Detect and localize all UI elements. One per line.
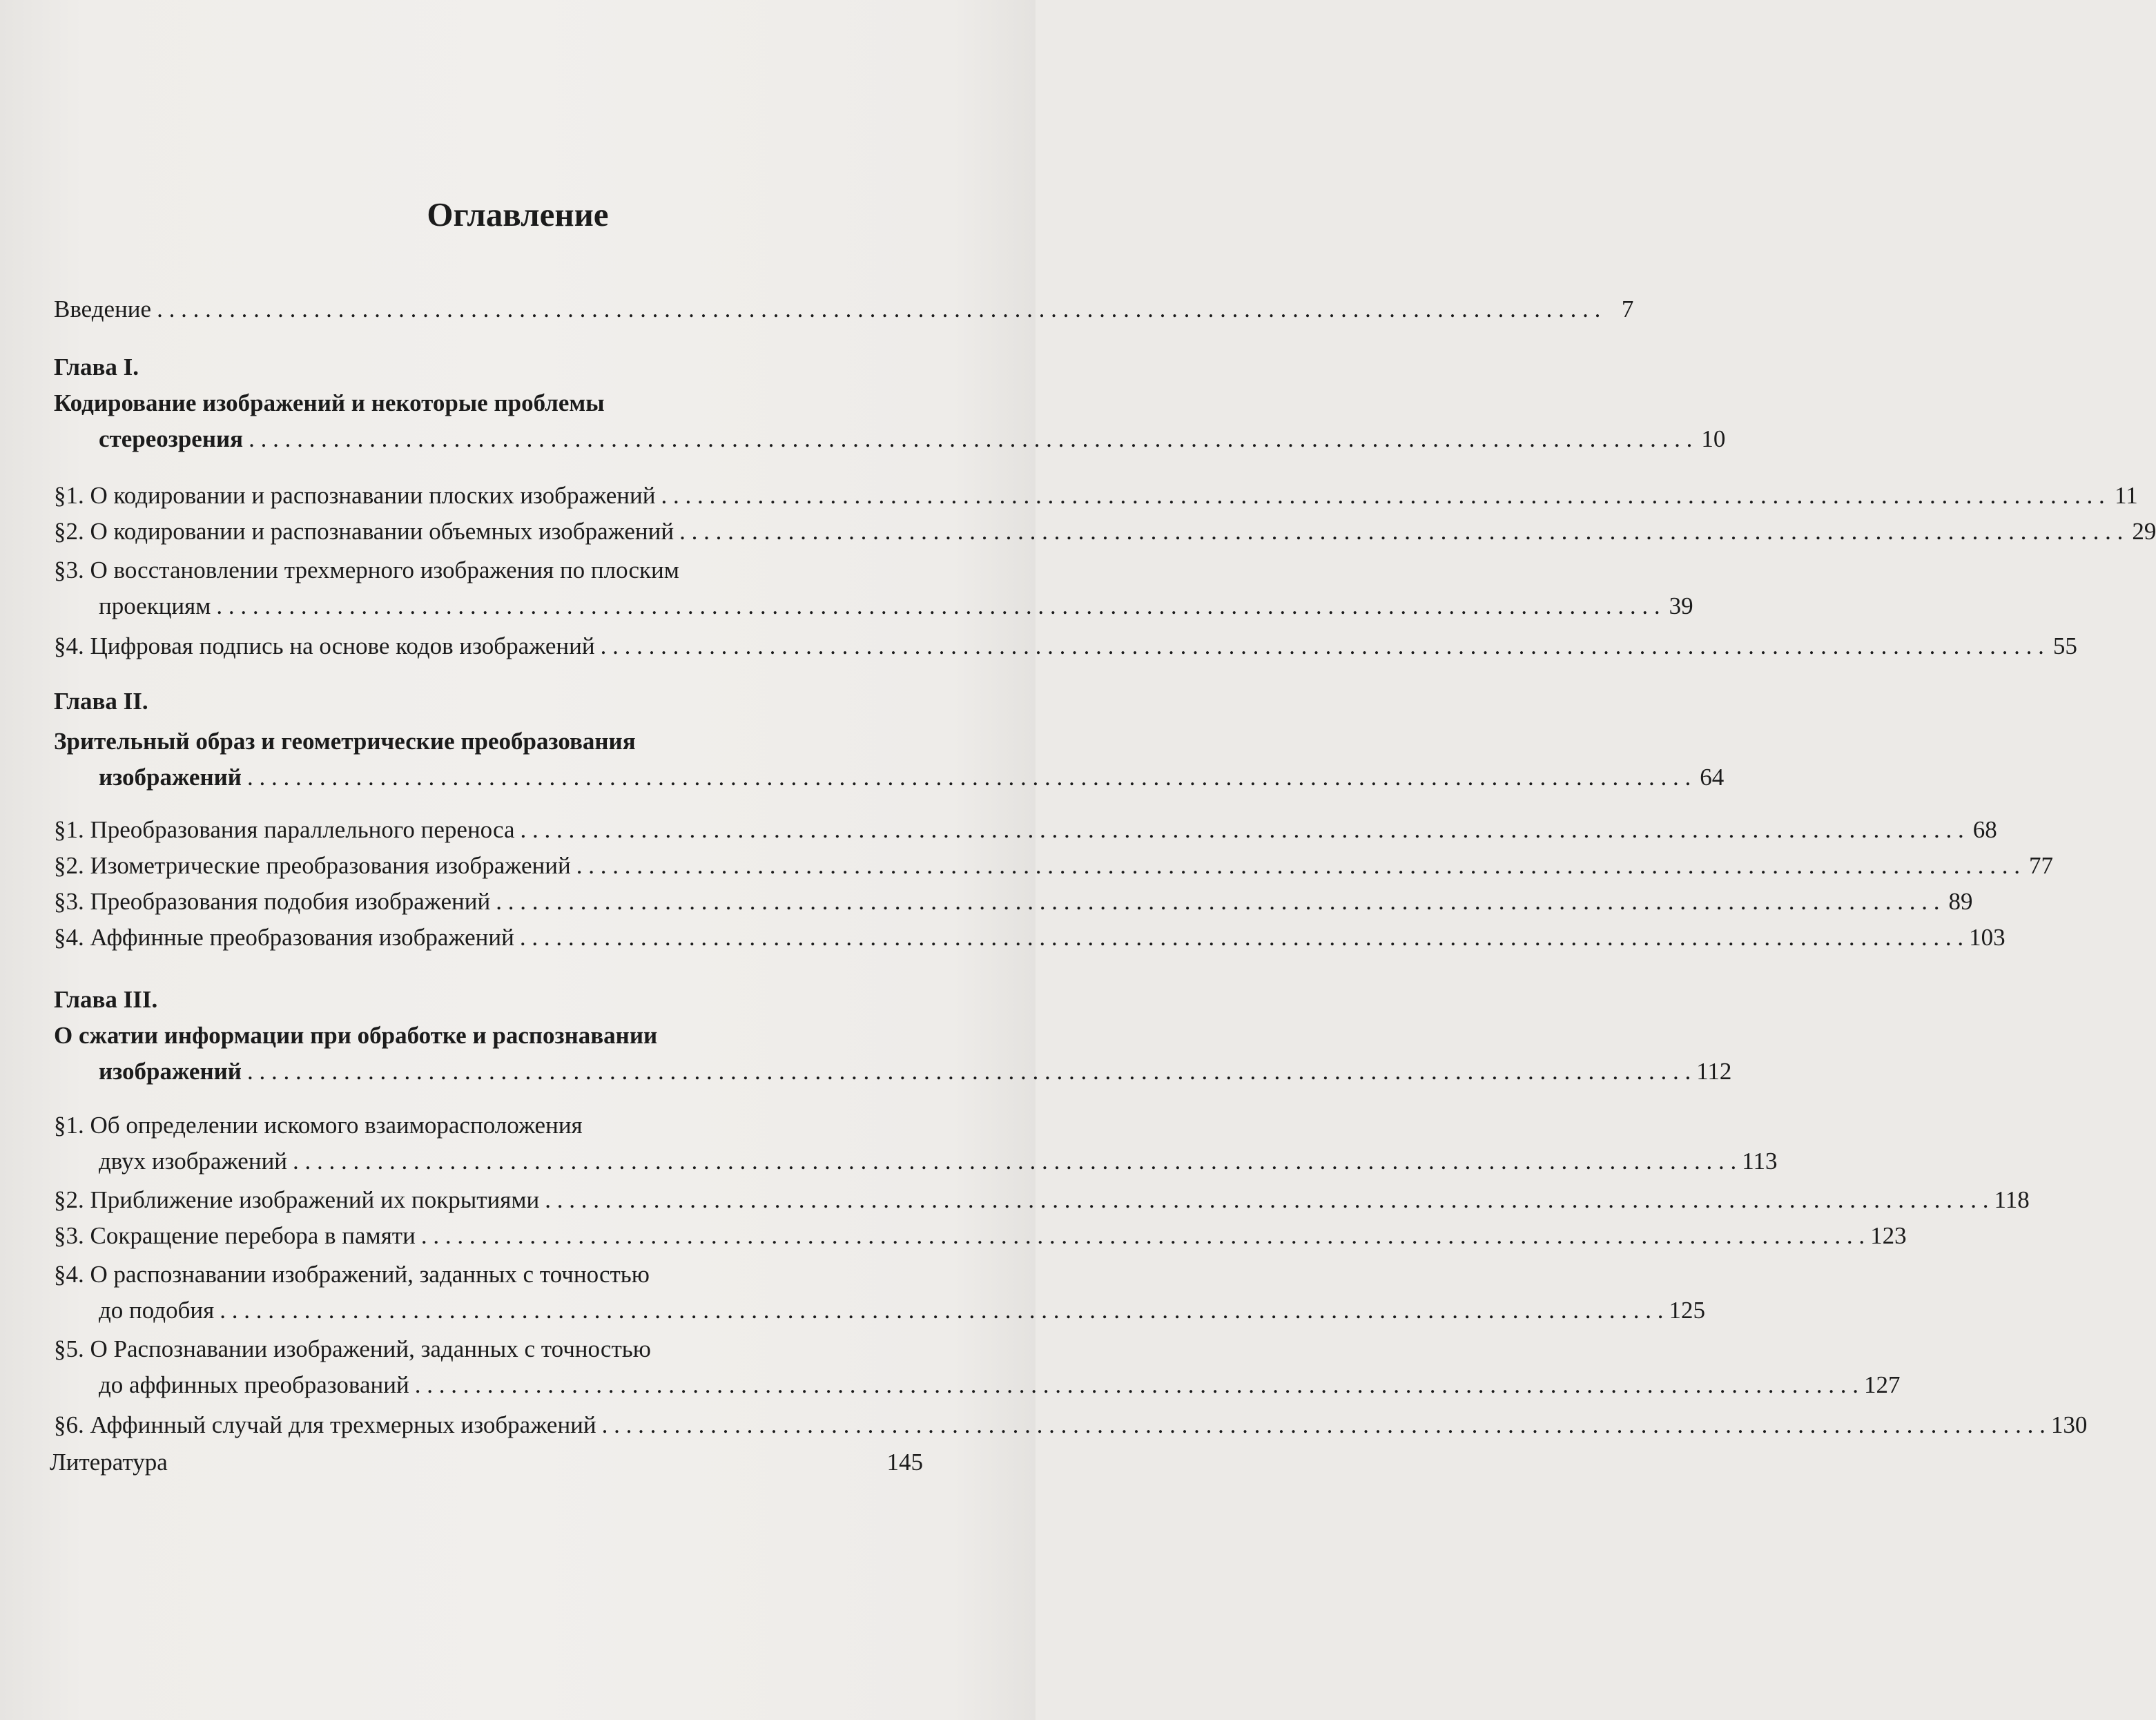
section-title: §6. Аффинный случай для трехмерных изображений <box>54 1411 596 1438</box>
toc-entry-ch3-s5[interactable] <box>99 1367 1901 1403</box>
leader-dots: . . . . . . . . . . . . . . . . . . . . . . . . . . . . . . . . . . . . . . . . . . . . . . . . . . . . . . . . . . . . . . . . . . . . . . . . . . . . . . . . . . . . . . . . . . . . . . . . . . . . . . . . . . . . . . . . . . . . . . . . <box>157 296 1601 322</box>
page-number: 64 <box>1700 764 1725 791</box>
chapter-3-title-cont: изображений <box>99 1058 242 1085</box>
section-title: §1. Преобразования параллельного переноса <box>54 816 515 843</box>
toc-entry-ch1-s4[interactable] <box>54 628 2077 664</box>
toc-entry-chapter-1[interactable] <box>99 421 1726 457</box>
leader-dots: . . . . . . . . . . . . . . . . . . . . . . . . . . . . . . . . . . . . . . . . . . . . . . . . . . . . . . . . . . . . . . . . . . . . . . . . . . . . . . . . . . . . . . . . . . . . . . . . . . . . . . . . . . . . . . . . . . . . . . . . <box>519 924 1964 951</box>
page-number: 11 <box>2115 482 2138 509</box>
section-title: §3. О восстановлении трехмерного изображения по плоским <box>54 557 679 583</box>
toc-entry-ch3-s1[interactable] <box>99 1143 1778 1179</box>
section-title: §3. Сокращение перебора в памяти <box>54 1222 416 1249</box>
toc-entry-ch1-s3[interactable] <box>99 588 1693 624</box>
page-number: 29 <box>2132 518 2156 545</box>
leader-dots: . . . . . . . . . . . . . . . . . . . . . . . . . . . . . . . . . . . . . . . . . . . . . . . . . . . . . . . . . . . . . . . . . . . . . . . . . . . . . . . . . . . . . . . . . . . . . . . . . . . . . . . . . . . . . . . . . . . . . . . . <box>545 1186 1989 1213</box>
page-number: 77 <box>2028 852 2053 879</box>
toc-entry-ch2-s3[interactable] <box>54 884 1973 920</box>
leader-dots: . . . . . . . . . . . . . . . . . . . . . . . . . . . . . . . . . . . . . . . . . . . . . . . . . . . . . . . . . . . . . . . . . . . . . . . . . . . . . . . . . . . . . . . . . . . . . . . . . . . . . . . . . . . . . . . . . . . . . . . . <box>293 1148 1737 1175</box>
toc-entry-chapter-3[interactable] <box>99 1054 1732 1090</box>
page-number: 113 <box>1742 1148 1778 1175</box>
page-number: 130 <box>2050 1411 2088 1438</box>
leader-dots: . . . . . . . . . . . . . . . . . . . . . . . . . . . . . . . . . . . . . . . . . . . . . . . . . . . . . . . . . . . . . . . . . . . . . . . . . . . . . . . . . . . . . . . . . . . . . . . . . . . . . . . . . . . . . . . . . . . . . . . . <box>661 482 2105 509</box>
toc-entry-ch2-s4[interactable] <box>54 920 2006 956</box>
leader-dots: . . . . . . . . . . . . . . . . . . . . . . . . . . . . . . . . . . . . . . . . . . . . . . . . . . . . . . . . . . . . . . . . . . . . . . . . . . . . . . . . . . . . . . . . . . . . . . . . . . . . . . . . . . . . . . . . . . . . . . . . <box>420 1222 1865 1249</box>
section-title-cont: до подобия <box>99 1297 215 1324</box>
toc-entry-ch3-s4[interactable] <box>99 1293 1705 1328</box>
leader-dots: . . . . . . . . . . . . . . . . . . . . . . . . . . . . . . . . . . . . . . . . . . . . . . . . . . . . . . . . . . . . . . . . . . . . . . . . . . . . . . . . . . . . . . . . . . . . . . . . . . . . . . . . . . . . . . . . . . . . . . . . <box>601 1411 2046 1438</box>
toc-entry-ch1-s1[interactable] <box>54 478 2138 514</box>
chapter-2-label: Глава II. <box>54 688 148 715</box>
page-number: 39 <box>1669 592 1693 619</box>
leader-dots: . . . . . . . . . . . . . . . . . . . . . . . . . . . . . . . . . . . . . . . . . . . . . . . . . . . . . . . . . . . . . . . . . . . . . . . . . . . . . . . . . . . . . . . . . . . . . . . . . . . . . . . . . . . . . . . . . . . . . . . . <box>249 425 1693 452</box>
toc-entry-ch2-s2[interactable] <box>54 848 2053 884</box>
page-number: 125 <box>1669 1297 1705 1324</box>
leader-dots: . . . . . . . . . . . . . . . . . . . . . . . . . . . . . . . . . . . . . . . . . . . . . . . . . . . . . . . . . . . . . . . . . . . . . . . . . . . . . . . . . . . . . . . . . . . . . . . . . . . . . . . . . . . . . . . . . . . . . . . . <box>679 518 2124 545</box>
page-number: 127 <box>1863 1371 1901 1398</box>
page-number: 118 <box>1994 1186 2030 1213</box>
section-title-cont: проекциям <box>99 592 211 619</box>
page-number: 103 <box>1969 924 2006 951</box>
toc-entry-intro[interactable] <box>54 291 1634 327</box>
chapter-2-title-cont: изображений <box>99 764 242 791</box>
toc-entry-references[interactable] <box>50 1444 923 1480</box>
section-title: §2. Приближение изображений их покрытиями <box>54 1186 540 1213</box>
page-title: Оглавление <box>427 195 609 233</box>
leader-dots: . . . . . . . . . . . . . . . . . . . . . . . . . . . . . . . . . . . . . . . . . . . . . . . . . . . . . . . . . . . . . . . . . . . . . . . . . . . . . . . . . . . . . . . . . . . . . . . . . . . . . . . . . . . . . . . . . . . . . . . . <box>576 852 2020 879</box>
section-title: §1. О кодировании и распознавании плоских изображений <box>54 482 656 509</box>
leader-dots: . . . . . . . . . . . . . . . . . . . . . . . . . . . . . . . . . . . . . . . . . . . . . . . . . . . . . . . . . . . . . . . . . . . . . . . . . . . . . . . . . . . . . . . . . . . . . . . . . . . . . . . . . . . . . . . . . . . . . . . . <box>520 816 1964 843</box>
leader-dots: . . . . . . . . . . . . . . . . . . . . . . . . . . . . . . . . . . . . . . . . . . . . . . . . . . . . . . . . . . . . . . . . . . . . . . . . . . . . . . . . . . . . . . . . . . . . . . . . . . . . . . . . . . . . . . . . . . . . . . . . <box>414 1371 1858 1398</box>
toc-entry-ch3-s6[interactable] <box>54 1407 2088 1443</box>
leader-dots: . . . . . . . . . . . . . . . . . . . . . . . . . . . . . . . . . . . . . . . . . . . . . . . . . . . . . . . . . . . . . . . . . . . . . . . . . . . . . . . . . . . . . . . . . . . . . . . . . . . . . . . . . . . . . . . . . . . . . . . . <box>496 888 1940 915</box>
leader-dots: . . . . . . . . . . . . . . . . . . . . . . . . . . . . . . . . . . . . . . . . . . . . . . . . . . . . . . . . . . . . . . . . . . . . . . . . . . . . . . . . . . . . . . . . . . . . . . . . . . . . . . . . . . . . . . . . . . . . . . . . <box>600 632 2044 659</box>
section-title: §1. Об определении искомого взаиморасположения <box>54 1112 583 1139</box>
page-number: 123 <box>1870 1222 1907 1249</box>
page-number: 112 <box>1696 1058 1732 1085</box>
section-title: §4. Аффинные преобразования изображений <box>54 924 514 951</box>
page-number: 7 <box>1621 296 1634 322</box>
toc-entry-label: Введение <box>54 296 152 322</box>
toc-entry-ch2-s1[interactable] <box>54 812 1997 848</box>
leader-dots: . . . . . . . . . . . . . . . . . . . . . . . . . . . . . . . . . . . . . . . . . . . . . . . . . . . . . . . . . . . . . . . . . . . . . . . . . . . . . . . . . . . . . . . . . . . . . . . . . . . . . . . . . . . . . . . . . . . . . . . . <box>246 1058 1691 1085</box>
page-number: 89 <box>1948 888 1973 915</box>
section-title: §2. О кодировании и распознавании объемных изображений <box>54 518 674 545</box>
toc-entry-label: Литература <box>50 1449 168 1476</box>
leader-dots: . . . . . . . . . . . . . . . . . . . . . . . . . . . . . . . . . . . . . . . . . . . . . . . . . . . . . . . . . . . . . . . . . . . . . . . . . . . . . . . . . . . . . . . . . . . . . . . . . . . . . . . . . . . . . . . . . . . . . . . . <box>220 1297 1664 1324</box>
section-title: §3. Преобразования подобия изображений <box>54 888 491 915</box>
chapter-1-label: Глава I. <box>54 354 139 380</box>
section-title: §4. О распознавании изображений, заданных с точностью <box>54 1261 650 1288</box>
page-number: 145 <box>886 1449 923 1476</box>
toc-entry-ch3-s2[interactable] <box>54 1182 2030 1218</box>
section-title: §5. О Распознавании изображений, заданных с точностью <box>54 1335 651 1362</box>
toc-entry-ch3-s3[interactable] <box>54 1218 1907 1254</box>
page-number: 10 <box>1701 425 1726 452</box>
leader-dots: . . . . . . . . . . . . . . . . . . . . . . . . . . . . . . . . . . . . . . . . . . . . . . . . . . . . . . . . . . . . . . . . . . . . . . . . . . . . . . . . . . . . . . . . . . . . . . . . . . . . . . . . . . . . . . . . . . . . . . . . <box>216 592 1660 619</box>
chapter-3-label: Глава III. <box>54 986 158 1013</box>
toc-entry-ch1-s2[interactable] <box>54 514 2156 550</box>
page-number: 68 <box>1972 816 1997 843</box>
section-title-cont: двух изображений <box>99 1148 288 1175</box>
section-title-cont: до аффинных преобразований <box>99 1371 409 1398</box>
toc-entry-chapter-2[interactable] <box>99 760 1725 795</box>
leader-dots: . . . . . . . . . . . . . . . . . . . . . . . . . . . . . . . . . . . . . . . . . . . . . . . . . . . . . . . . . . . . . . . . . . . . . . . . . . . . . . . . . . . . . . . . . . . . . . . . . . . . . . . . . . . . . . . . . . . . . . . . <box>246 764 1691 791</box>
section-title: §2. Изометрические преобразования изображений <box>54 852 571 879</box>
chapter-1-title: Кодирование изображений и некоторые проблемы <box>54 389 605 416</box>
section-title: §4. Цифровая подпись на основе кодов изображений <box>54 632 595 659</box>
chapter-3-title: О сжатии информации при обработке и распознавании <box>54 1022 658 1049</box>
chapter-2-title: Зрительный образ и геометрические преобразования <box>54 728 636 755</box>
page-number: 55 <box>2052 632 2077 659</box>
chapter-1-title-cont: стереозрения <box>99 425 244 452</box>
